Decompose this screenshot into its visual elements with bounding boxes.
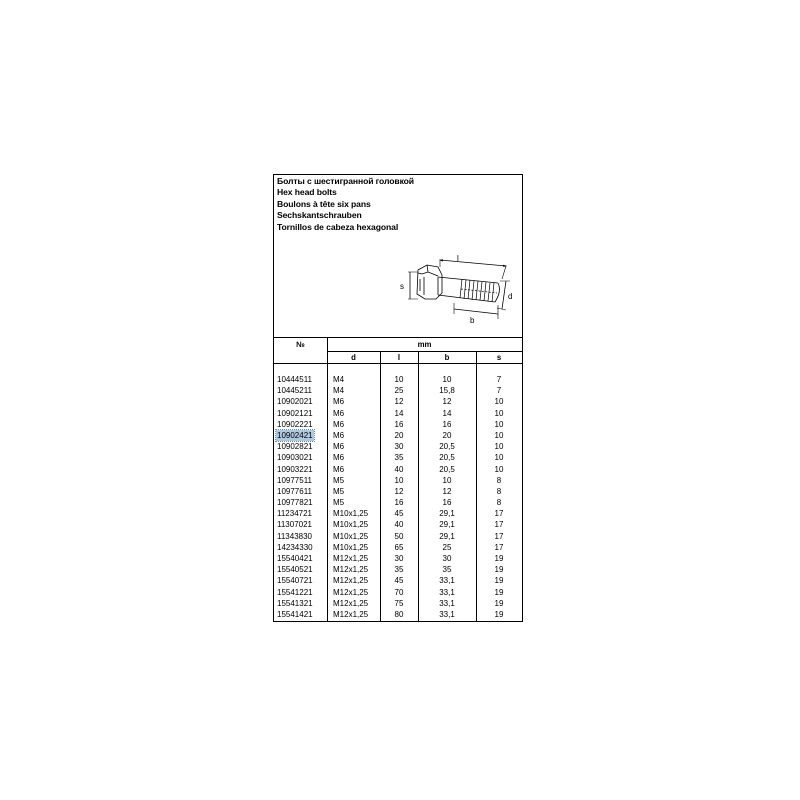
- cell-l: 80: [394, 609, 404, 619]
- cell-b: 20,5: [439, 442, 455, 452]
- cell-s: 19: [494, 598, 504, 608]
- cell-l: 45: [394, 576, 404, 586]
- cell-l: 45: [394, 509, 404, 519]
- header-mid-rule: [327, 351, 522, 352]
- header-col-l: l: [397, 353, 401, 362]
- cell-no[interactable]: 10977611: [277, 486, 312, 496]
- cell-l: 20: [394, 430, 404, 440]
- cell-d: M12x1,25: [333, 587, 369, 597]
- cell-b: 29,1: [439, 520, 455, 530]
- cell-l: 35: [394, 453, 404, 463]
- cell-l: 35: [394, 565, 404, 575]
- cell-l: 10: [394, 475, 404, 485]
- cell-no[interactable]: 11343830: [277, 531, 312, 541]
- title-block: [277, 176, 414, 233]
- cell-s: 17: [494, 531, 504, 541]
- cell-s: 17: [494, 520, 504, 530]
- cell-d: M12x1,25: [333, 598, 369, 608]
- table-row[interactable]: [274, 497, 522, 508]
- table-row[interactable]: [274, 508, 522, 519]
- cell-no[interactable]: 10902021: [277, 397, 313, 407]
- label-l: l: [457, 254, 459, 263]
- header-bottom-rule: [274, 363, 522, 364]
- cell-l: 10: [394, 375, 404, 384]
- cell-b: 16: [442, 498, 452, 508]
- table-row[interactable]: [274, 475, 522, 486]
- title-en: Hex head bolts: [277, 187, 337, 198]
- table-row[interactable]: [274, 553, 522, 564]
- cell-d: M6: [333, 419, 345, 429]
- hex-bolt-drawing: [394, 239, 522, 335]
- table-row[interactable]: [274, 575, 522, 586]
- cell-s: 19: [494, 587, 504, 597]
- cell-no[interactable]: 10977511: [277, 475, 312, 485]
- cell-s: 10: [494, 408, 504, 418]
- cell-d: M6: [333, 442, 345, 452]
- cell-l: 12: [394, 486, 404, 496]
- cell-s: 19: [494, 609, 504, 619]
- cell-s: 17: [494, 509, 504, 519]
- cell-l: 30: [394, 442, 404, 452]
- cell-s: 7: [496, 375, 502, 384]
- cell-d: M10x1,25: [333, 531, 369, 541]
- header-top-rule: [274, 337, 522, 338]
- cell-d: M4: [333, 386, 345, 396]
- cell-l: 40: [394, 520, 404, 530]
- cell-d: M5: [333, 498, 345, 508]
- title-ru: Болты с шестигранной головкой: [277, 176, 414, 186]
- cell-d: M6: [333, 453, 345, 463]
- cell-no[interactable]: 10902421: [277, 430, 313, 440]
- cell-s: 10: [494, 419, 504, 429]
- cell-b: 10: [442, 475, 452, 485]
- cell-b: 33,1: [439, 576, 455, 586]
- cell-no[interactable]: 10903221: [277, 464, 313, 474]
- cell-no[interactable]: 14234330: [277, 542, 313, 552]
- table-row[interactable]: [274, 419, 522, 430]
- cell-s: 8: [496, 498, 502, 508]
- cell-l: 12: [394, 397, 404, 407]
- header-unit: mm: [417, 340, 432, 349]
- cell-d: M10x1,25: [333, 542, 369, 552]
- cell-no[interactable]: 10977821: [277, 498, 313, 508]
- header-col-d: d: [351, 353, 356, 362]
- table-row[interactable]: [274, 430, 522, 441]
- cell-l: 70: [394, 587, 404, 597]
- table-row[interactable]: [274, 374, 522, 385]
- cell-no[interactable]: 10903021: [277, 453, 313, 463]
- table-row[interactable]: [274, 609, 522, 620]
- cell-no[interactable]: 15540721: [277, 576, 313, 586]
- cell-s: 19: [494, 565, 504, 575]
- cell-s: 10: [494, 442, 504, 452]
- cell-s: 8: [496, 475, 502, 485]
- cell-no[interactable]: 15541321: [277, 598, 313, 608]
- cell-no[interactable]: 10444511: [277, 375, 312, 384]
- cell-b: 12: [442, 397, 452, 407]
- cell-b: 20,5: [439, 464, 455, 474]
- cell-no[interactable]: 10902821: [277, 442, 313, 452]
- title-de: Sechskantschrauben: [277, 210, 362, 221]
- table-row[interactable]: [274, 452, 522, 463]
- cell-d: M12x1,25: [333, 576, 369, 586]
- cell-d: M6: [333, 408, 345, 418]
- cell-l: 30: [394, 554, 404, 563]
- cell-b: 33,1: [439, 609, 455, 619]
- cell-no[interactable]: 11307021: [277, 520, 312, 530]
- table-row[interactable]: [274, 408, 522, 419]
- cell-no[interactable]: 15541421: [277, 609, 313, 619]
- cell-d: M12x1,25: [333, 554, 369, 563]
- cell-no[interactable]: 10902221: [277, 419, 313, 429]
- cell-b: 16: [442, 419, 452, 429]
- cell-s: 10: [494, 464, 504, 474]
- table-row[interactable]: [274, 531, 522, 542]
- cell-no[interactable]: 10445211: [277, 386, 312, 396]
- cell-d: M10x1,25: [333, 509, 369, 519]
- cell-l: 50: [394, 531, 404, 541]
- cell-no[interactable]: 11234721: [277, 509, 312, 519]
- cell-d: M12x1,25: [333, 609, 369, 619]
- cell-l: 16: [394, 498, 404, 508]
- cell-l: 40: [394, 464, 404, 474]
- cell-l: 16: [394, 419, 404, 429]
- cell-no[interactable]: 10902121: [277, 408, 313, 418]
- cell-b: 14: [442, 408, 452, 418]
- table-row[interactable]: [274, 519, 522, 530]
- cell-b: 12: [442, 486, 452, 496]
- cell-b: 20: [442, 430, 452, 440]
- cell-l: 65: [394, 542, 404, 552]
- cell-no[interactable]: 15540421: [277, 554, 313, 563]
- cell-s: 19: [494, 576, 504, 586]
- label-b: b: [470, 316, 475, 325]
- cell-b: 20,5: [439, 453, 455, 463]
- cell-s: 7: [496, 386, 502, 396]
- cell-s: 10: [494, 397, 504, 407]
- cell-no[interactable]: 15541221: [277, 587, 313, 597]
- table-row[interactable]: [274, 542, 522, 553]
- cell-b: 35: [442, 565, 452, 575]
- table-row[interactable]: [274, 598, 522, 609]
- cell-s: 19: [494, 554, 504, 563]
- label-s: s: [400, 282, 404, 291]
- title-fr: Boulons à tête six pans: [277, 198, 371, 209]
- cell-d: M12x1,25: [333, 565, 369, 575]
- cell-s: 10: [494, 430, 504, 440]
- cell-b: 33,1: [439, 587, 455, 597]
- header-col-s: s: [496, 353, 502, 362]
- cell-d: M4: [333, 375, 345, 384]
- cell-no[interactable]: 15540521: [277, 565, 313, 575]
- header-col-b: b: [444, 353, 450, 362]
- table-row[interactable]: [274, 486, 522, 497]
- table-row[interactable]: [274, 587, 522, 598]
- cell-b: 33,1: [439, 598, 455, 608]
- cell-b: 29,1: [439, 509, 455, 519]
- cell-s: 17: [494, 542, 504, 552]
- cell-l: 75: [394, 598, 404, 608]
- table-row[interactable]: [274, 464, 522, 475]
- cell-l: 25: [394, 386, 404, 396]
- table-body: [274, 374, 522, 620]
- cell-s: 10: [494, 453, 504, 463]
- bolt-spec-sheet: [273, 174, 523, 622]
- cell-s: 8: [496, 486, 502, 496]
- title-es: Tornillos de cabeza hexagonal: [277, 221, 399, 232]
- label-d: d: [508, 292, 513, 301]
- cell-d: M5: [333, 486, 345, 496]
- cell-b: 29,1: [439, 531, 455, 541]
- header-no: №: [296, 340, 305, 349]
- cell-d: M6: [333, 397, 345, 407]
- table-row[interactable]: [274, 564, 522, 575]
- cell-b: 10: [442, 375, 452, 384]
- cell-b: 30: [442, 554, 452, 563]
- table-row[interactable]: [274, 441, 522, 452]
- table-row[interactable]: [274, 385, 522, 396]
- table-row[interactable]: [274, 396, 522, 407]
- cell-d: M5: [333, 475, 345, 485]
- cell-l: 14: [394, 408, 404, 418]
- cell-b: 15,8: [439, 386, 455, 396]
- cell-d: M10x1,25: [333, 520, 369, 530]
- cell-b: 25: [442, 542, 452, 552]
- cell-d: M6: [333, 430, 345, 440]
- cell-d: M6: [333, 464, 345, 474]
